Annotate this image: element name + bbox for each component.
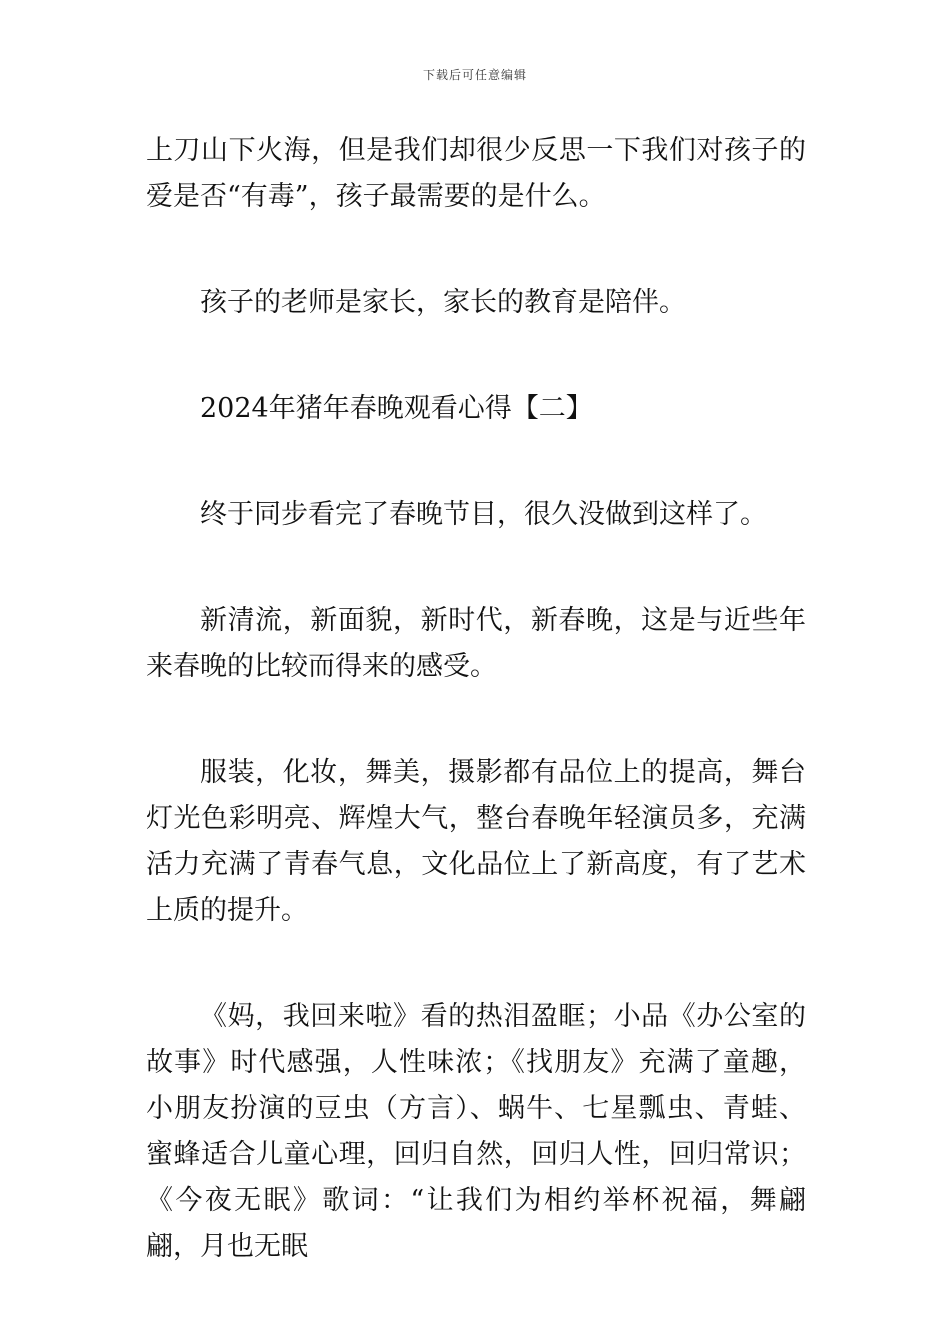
section-heading: 2024年猪年春晚观看心得【二】 <box>200 393 593 424</box>
paragraph-2: 孩子的老师是家长，家长的教育是陪伴。 <box>200 287 686 318</box>
document-body <box>146 128 806 1270</box>
paragraph-3: 终于同步看完了春晚节目，很久没做到这样了。 <box>200 499 767 530</box>
page-header: 下载后可任意编辑 <box>422 68 527 82</box>
paragraph-6: 《妈，我回来啦》看的热泪盈眶；小品《办公室的故事》时代感强，人性味浓；《找朋友》充满了童趣，小朋友扮演的豆虫（方言）、蜗牛、七星瓢虫、青蛙、蜜蜂适合儿童心理，回归自然，回归人性，回归常识；《今夜无眠》歌词：“让我们为相约举杯祝福，舞翩翩，月也无眠 <box>146 1001 806 1262</box>
paragraph-4: 新清流，新面貌，新时代，新春晚，这是与近些年来春晚的比较而得来的感受。 <box>146 605 806 682</box>
paragraph-1: 上刀山下火海，但是我们却很少反思一下我们对孩子的爱是否“有毒”，孩子最需要的是什么。 <box>146 135 806 212</box>
paragraph-5: 服装，化妆，舞美，摄影都有品位上的提高，舞台灯光色彩明亮、辉煌大气，整台春晚年轻演员多，充满活力充满了青春气息，文化品位上了新高度，有了艺术上质的提升。 <box>146 757 806 926</box>
